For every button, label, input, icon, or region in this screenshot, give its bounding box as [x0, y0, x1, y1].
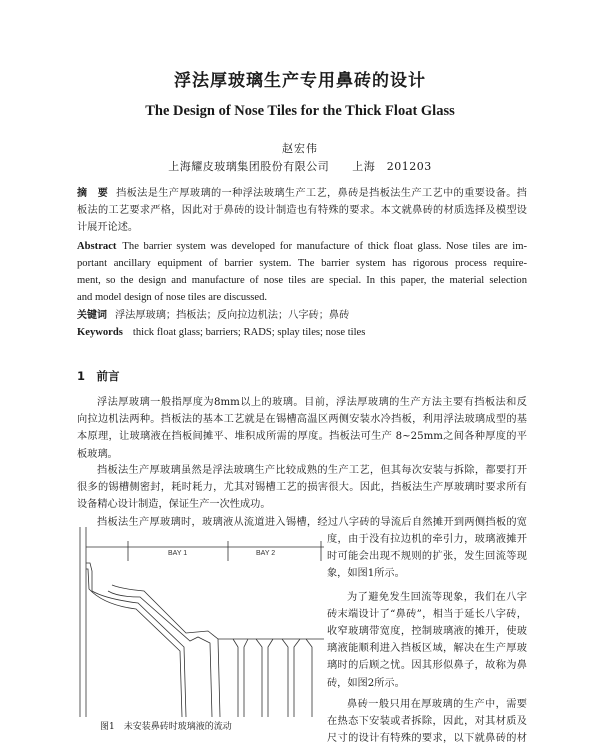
- p4-right-line-2: 砖末端设计了“鼻砖”，相当于延长八字砖，: [327, 608, 527, 620]
- abstract-en-line-4: and model design of nose tiles are discussed.: [77, 292, 268, 303]
- figure-1-caption: 图1 未安装鼻砖时玻璃液的流动: [100, 722, 232, 732]
- bay-2-label: BAY 2: [256, 550, 276, 557]
- abstract-cn-line-3: 计展开论述。: [77, 222, 139, 234]
- abstract-en-line-3: ment, so the design and manufacture of nose tiles are special. In this paper, the material selection: [77, 275, 527, 286]
- abstract-cn-text-1: 挡板法是生产厚玻璃的一种浮法玻璃生产工艺，鼻砖是挡板法生产工艺中的重要设备。挡: [116, 188, 527, 199]
- barrier-pillars: [218, 639, 324, 717]
- p4-right-line-6: 砖，如图2所示。: [327, 677, 405, 689]
- keywords-cn-text: 浮法厚玻璃；挡板法；反向拉边机法；八字砖；鼻砖: [115, 310, 350, 321]
- keywords-en-label: Keywords: [77, 327, 123, 338]
- splay-tile-inner-line: [86, 569, 182, 717]
- splay-tile-outline: [86, 563, 186, 717]
- p2-line-1: 挡板法生产厚玻璃虽然是浮法玻璃生产比较成熟的生产工艺，但其每次安装与拆除，都要打开: [97, 465, 527, 476]
- paper-title-chinese: 浮法厚玻璃生产专用鼻砖的设计: [174, 71, 426, 91]
- section-1-paragraph-1: [77, 394, 527, 463]
- keywords-cn-label: 关键词: [77, 310, 107, 321]
- p1-line-2: 向拉边机法两种。挡板法的基本工艺就是在锡槽高温区两侧安装水冷挡板，利用浮法玻璃成型的基: [77, 414, 527, 426]
- bay-1-label: BAY 1: [168, 550, 188, 557]
- p3-right-line-2: 时可能会出现不规则的扩张，发生回流等现: [327, 551, 527, 563]
- right-column-text: [327, 531, 527, 747]
- p4-right-line-4: 璃液能顺利进入挡板区域，解决在生产厚玻: [327, 643, 527, 655]
- p3-right-line-3: 象，如图1所示。: [327, 568, 405, 580]
- p4-right-line-5: 璃时的后顾之忧。因其形似鼻子，故称为鼻: [327, 660, 527, 672]
- abstract-cn-line-2: 板法的工艺要求严格，因此对于鼻砖的设计制造也有特殊的要求。本文就鼻砖的材质选择及模型设: [77, 205, 527, 217]
- p4-right-line-3: 收窄玻璃带宽度，控制玻璃液的摊开，使玻: [327, 626, 527, 638]
- abstract-cn-block: [77, 185, 527, 237]
- author-name: 赵宏伟: [282, 142, 318, 155]
- abstract-en-label: Abstract: [77, 241, 117, 252]
- ribbon-edge-line: [108, 591, 212, 717]
- section-1-heading: 1 前言: [77, 369, 120, 383]
- abstract-cn-line-1: [77, 185, 527, 202]
- p1-line-1: 浮法厚玻璃一般指厚度为8mm以上的玻璃。目前，浮法厚玻璃的生产方法主要有挡板法和反: [97, 397, 527, 408]
- ribbon-outer-edge-line: [112, 585, 220, 717]
- p1-line-4: 板玻璃。: [77, 448, 118, 460]
- p1-line-3: 本原理，让玻璃液在挡板间摊平、堆积成所需的厚度。挡板法可生产 8~25mm之间各种厚度的平: [77, 431, 527, 443]
- section-1-paragraph-2: [77, 462, 527, 514]
- author-affiliation: 上海耀皮玻璃集团股份有限公司 上海 201203: [168, 160, 432, 173]
- keywords-en-text: thick float glass; barriers; RADS; splay tiles; nose tiles: [132, 327, 366, 338]
- abstract-en-line-2: portant ancillary equipment of barrier system. The barrier system has rigorous process require-: [77, 258, 527, 269]
- p3-line-1: 挡板法生产厚玻璃时，玻璃液从流道进入锡槽，经过八字砖的导流后自然摊开到两侧挡板的宽: [97, 517, 527, 528]
- paper-title-english: The Design of Nose Tiles for the Thick Float Glass: [145, 103, 455, 119]
- p3-right-line-1: 度，由于没有拉边机的牵引力，玻璃液摊开: [327, 534, 527, 545]
- p2-line-2: 很多的锡槽侧密封，耗时耗力，尤其对锡槽工艺的损害很大。因此，挡板法生产厚玻璃时要求所有: [77, 482, 527, 494]
- keywords-cn: [77, 307, 349, 324]
- figure-1-diagram: [78, 527, 324, 717]
- p4-right-line-1: 为了避免发生回流等现象，我们在八字: [347, 591, 527, 603]
- p2-line-3: 设备精心设计制造，保证生产一次性成功。: [77, 499, 271, 511]
- p5-right-line-3: 尺寸的设计有特殊的要求，以下就鼻砖的材: [327, 733, 527, 745]
- keywords-en: [77, 324, 365, 341]
- abstract-cn-label: 摘 要: [77, 188, 109, 199]
- p5-right-line-2: 在热态下安装或者拆除，因此，对其材质及: [327, 716, 527, 728]
- abstract-en-text-1: The barrier system was developed for manufacture of thick float glass. Nose tiles are im-: [122, 241, 527, 252]
- abstract-en-line-1: [77, 238, 527, 255]
- abstract-en-block: [77, 238, 527, 306]
- p5-right-line-1: 鼻砖一般只用在厚玻璃的生产中，需要: [347, 698, 527, 710]
